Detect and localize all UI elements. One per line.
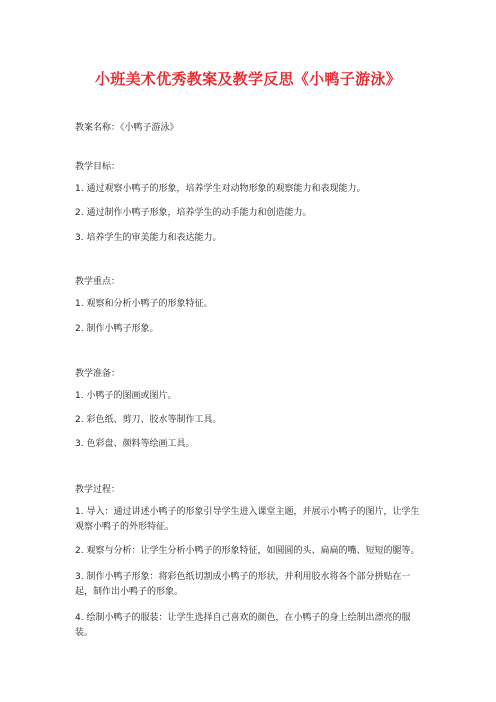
goal-item: 3. 培养学生的审美能力和表达能力。 bbox=[75, 233, 222, 243]
process-item: 1. 导入：通过讲述小鸭子的形象引导学生进入课堂主题，并展示小鸭子的图片，让学生观察小鸭子的外形特征。 bbox=[75, 507, 420, 532]
key-points-heading: 教学重点： bbox=[75, 277, 121, 287]
process-item: 4. 绘制小鸭子的服装：让学生选择自己喜欢的颜色，在小鸭子的身上绘制出漂亮的服装。 bbox=[75, 613, 411, 638]
goal-item: 1. 通过观察小鸭子的形象，培养学生对动物形象的观察能力和表现能力。 bbox=[75, 184, 366, 194]
key-point-item: 2. 制作小鸭子形象。 bbox=[75, 324, 159, 334]
process-item: 3. 制作小鸭子形象：将彩色纸切割成小鸭子的形状，并利用胶水将各个部分拼贴在一起，制作出小鸭子的形象。 bbox=[75, 572, 411, 597]
preparation-item: 2. 彩色纸、剪刀、胶水等制作工具。 bbox=[75, 415, 222, 425]
document-title: 小班美术优秀教案及教学反思《小鸭子游泳》 bbox=[94, 70, 401, 88]
plan-name: 教案名称：《小鸭子游泳》 bbox=[75, 123, 179, 133]
process-heading: 教学过程： bbox=[75, 485, 121, 495]
process-item: 2. 观察与分析：让学生分析小鸭子的形象特征，如圆圆的头、扁扁的嘴、短短的腿等。 bbox=[75, 546, 420, 556]
preparation-heading: 教学准备： bbox=[75, 369, 121, 379]
preparation-item: 1. 小鸭子的图画或图片。 bbox=[75, 391, 177, 401]
goal-item: 2. 通过制作小鸭子形象，培养学生的动手能力和创造能力。 bbox=[75, 208, 312, 218]
goals-heading: 教学目标： bbox=[75, 162, 121, 172]
preparation-item: 3. 色彩盘、颜料等绘画工具。 bbox=[75, 439, 195, 449]
key-point-item: 1. 观察和分析小鸭子的形象特征。 bbox=[75, 299, 213, 309]
